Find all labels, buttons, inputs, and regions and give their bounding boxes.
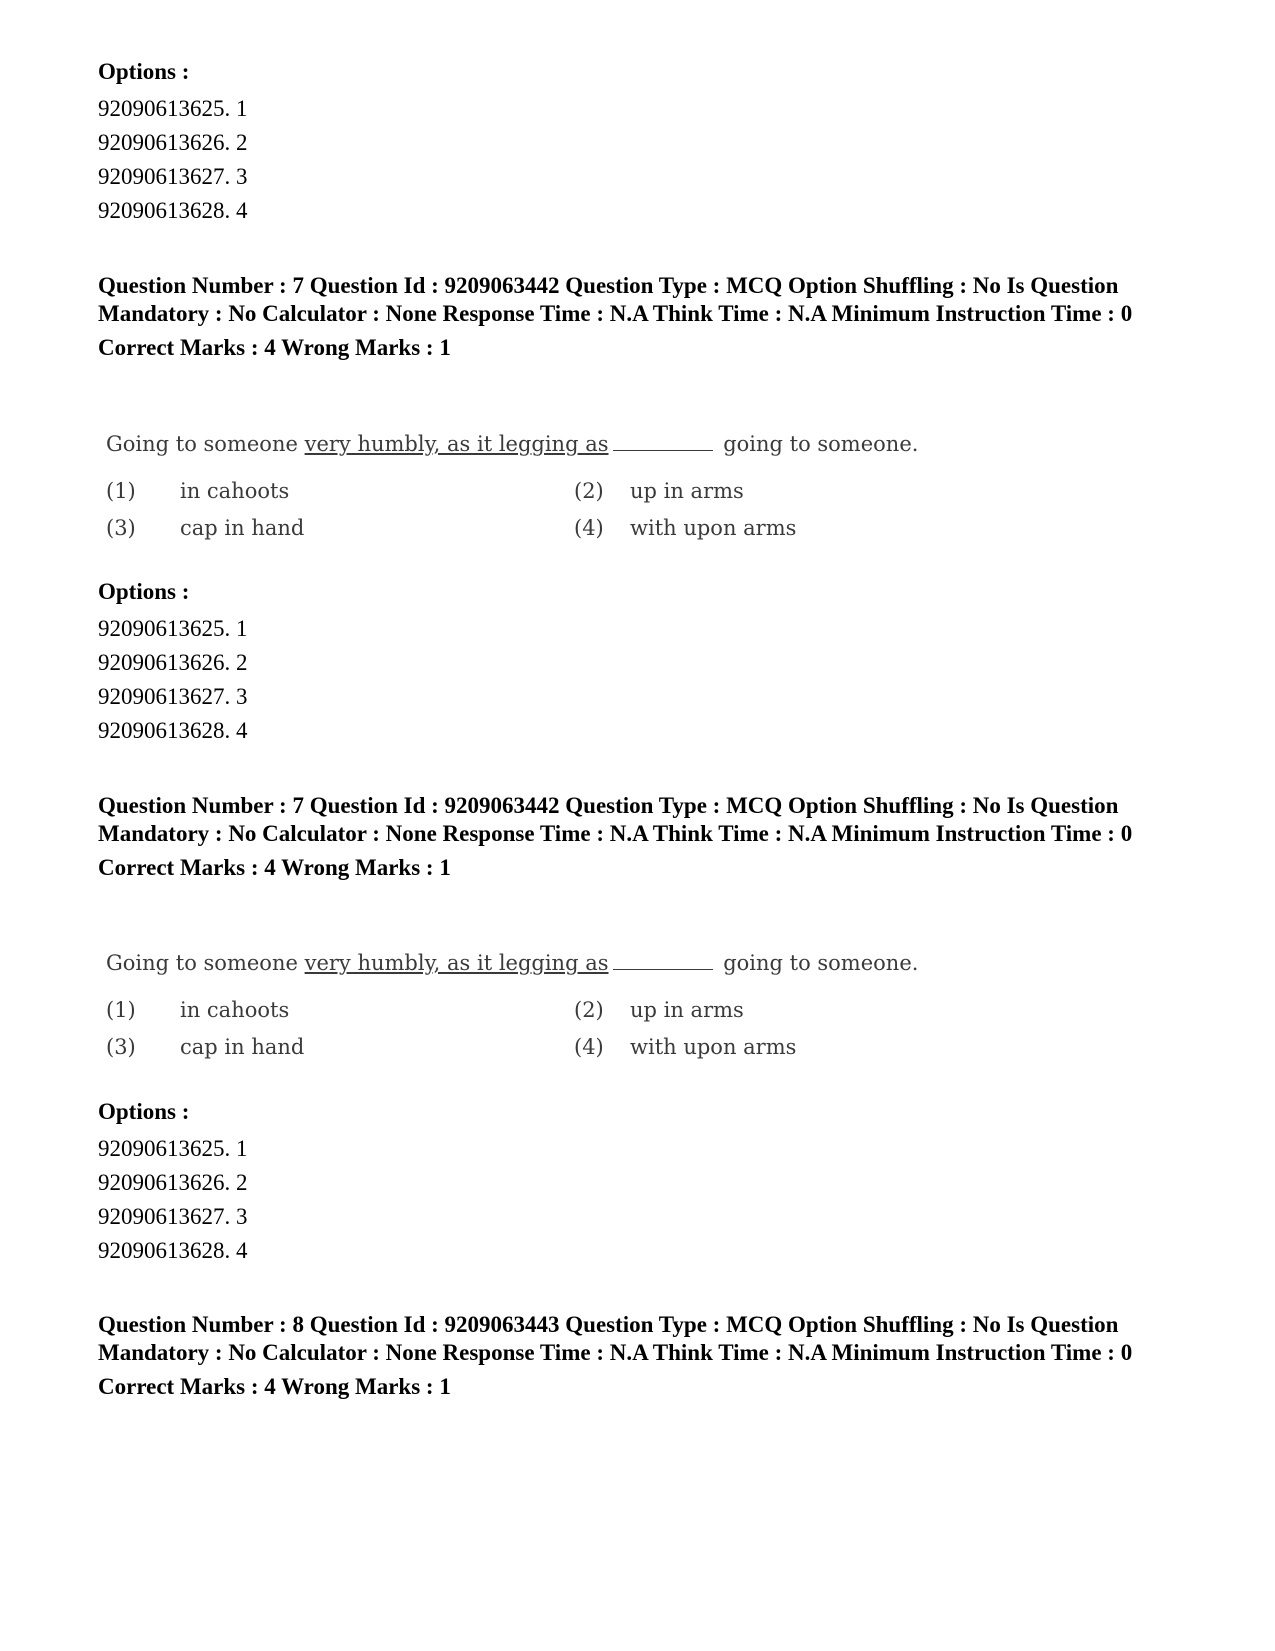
stem-start: Going to someone — [106, 951, 298, 975]
choice-number: (3) — [106, 1035, 136, 1059]
choice-item — [574, 1032, 796, 1062]
question-header — [98, 272, 1188, 362]
choice-text: cap in hand — [180, 516, 305, 540]
question-header — [98, 1311, 1188, 1401]
question-meta: Question Number : 7 Question Id : 9209063442 Question Type : MCQ Option Shuffling : No Is Question Mandatory : No Calculator : None Response Time : N.A Think Time : N.A Minimum Instruction Time : 0 — [98, 273, 1133, 326]
options-heading: Options : — [98, 1099, 190, 1124]
question-marks: Correct Marks : 4 Wrong Marks : 1 — [98, 855, 451, 880]
choice-number: (4) — [574, 516, 604, 540]
options-block — [98, 578, 248, 748]
option-line: 92090613627. 3 — [98, 164, 248, 189]
question-image — [96, 429, 919, 557]
option-line: 92090613628. 4 — [98, 718, 248, 743]
choice-number: (2) — [574, 479, 604, 503]
question-header — [98, 792, 1188, 882]
option-line: 92090613625. 1 — [98, 1136, 248, 1161]
choice-number: (1) — [106, 998, 136, 1022]
choice-item — [106, 476, 289, 506]
choice-item — [574, 995, 744, 1025]
choice-text: up in arms — [630, 479, 744, 503]
options-block — [98, 58, 248, 228]
option-line: 92090613625. 1 — [98, 616, 248, 641]
option-line: 92090613627. 3 — [98, 684, 248, 709]
options-heading: Options : — [98, 579, 190, 604]
choice-text: up in arms — [630, 998, 744, 1022]
option-line: 92090613626. 2 — [98, 650, 248, 675]
choice-item — [106, 513, 304, 543]
stem-end: going to someone. — [723, 432, 919, 456]
option-line: 92090613625. 1 — [98, 96, 248, 121]
question-meta: Question Number : 8 Question Id : 9209063443 Question Type : MCQ Option Shuffling : No Is Question Mandatory : No Calculator : None Response Time : N.A Think Time : N.A Minimum Instruction Time : 0 — [98, 1312, 1133, 1365]
choice-text: in cahoots — [180, 998, 290, 1022]
stem-start: Going to someone — [106, 432, 298, 456]
question-stem — [106, 429, 918, 459]
option-line: 92090613627. 3 — [98, 1204, 248, 1229]
choice-text: with upon arms — [630, 516, 797, 540]
stem-end: going to someone. — [723, 951, 919, 975]
choice-text: cap in hand — [180, 1035, 305, 1059]
answer-blank — [613, 432, 713, 451]
question-image — [96, 948, 919, 1076]
choice-item — [574, 513, 796, 543]
options-heading: Options : — [98, 59, 190, 84]
choice-number: (1) — [106, 479, 136, 503]
question-meta: Question Number : 7 Question Id : 9209063442 Question Type : MCQ Option Shuffling : No Is Question Mandatory : No Calculator : None Response Time : N.A Think Time : N.A Minimum Instruction Time : 0 — [98, 793, 1133, 846]
options-block — [98, 1098, 248, 1268]
option-line: 92090613626. 2 — [98, 1170, 248, 1195]
choice-item — [106, 1032, 304, 1062]
answer-blank — [613, 951, 713, 970]
choice-number: (3) — [106, 516, 136, 540]
question-marks: Correct Marks : 4 Wrong Marks : 1 — [98, 335, 451, 360]
question-marks: Correct Marks : 4 Wrong Marks : 1 — [98, 1374, 451, 1399]
option-line: 92090613628. 4 — [98, 198, 248, 223]
choice-number: (4) — [574, 1035, 604, 1059]
option-line: 92090613628. 4 — [98, 1238, 248, 1263]
stem-underlined: very humbly, as it legging as — [304, 951, 609, 975]
choice-item — [106, 995, 289, 1025]
choice-text: with upon arms — [630, 1035, 797, 1059]
choice-item — [574, 476, 744, 506]
choice-text: in cahoots — [180, 479, 290, 503]
question-stem — [106, 948, 918, 978]
stem-underlined: very humbly, as it legging as — [304, 432, 609, 456]
choice-number: (2) — [574, 998, 604, 1022]
option-line: 92090613626. 2 — [98, 130, 248, 155]
